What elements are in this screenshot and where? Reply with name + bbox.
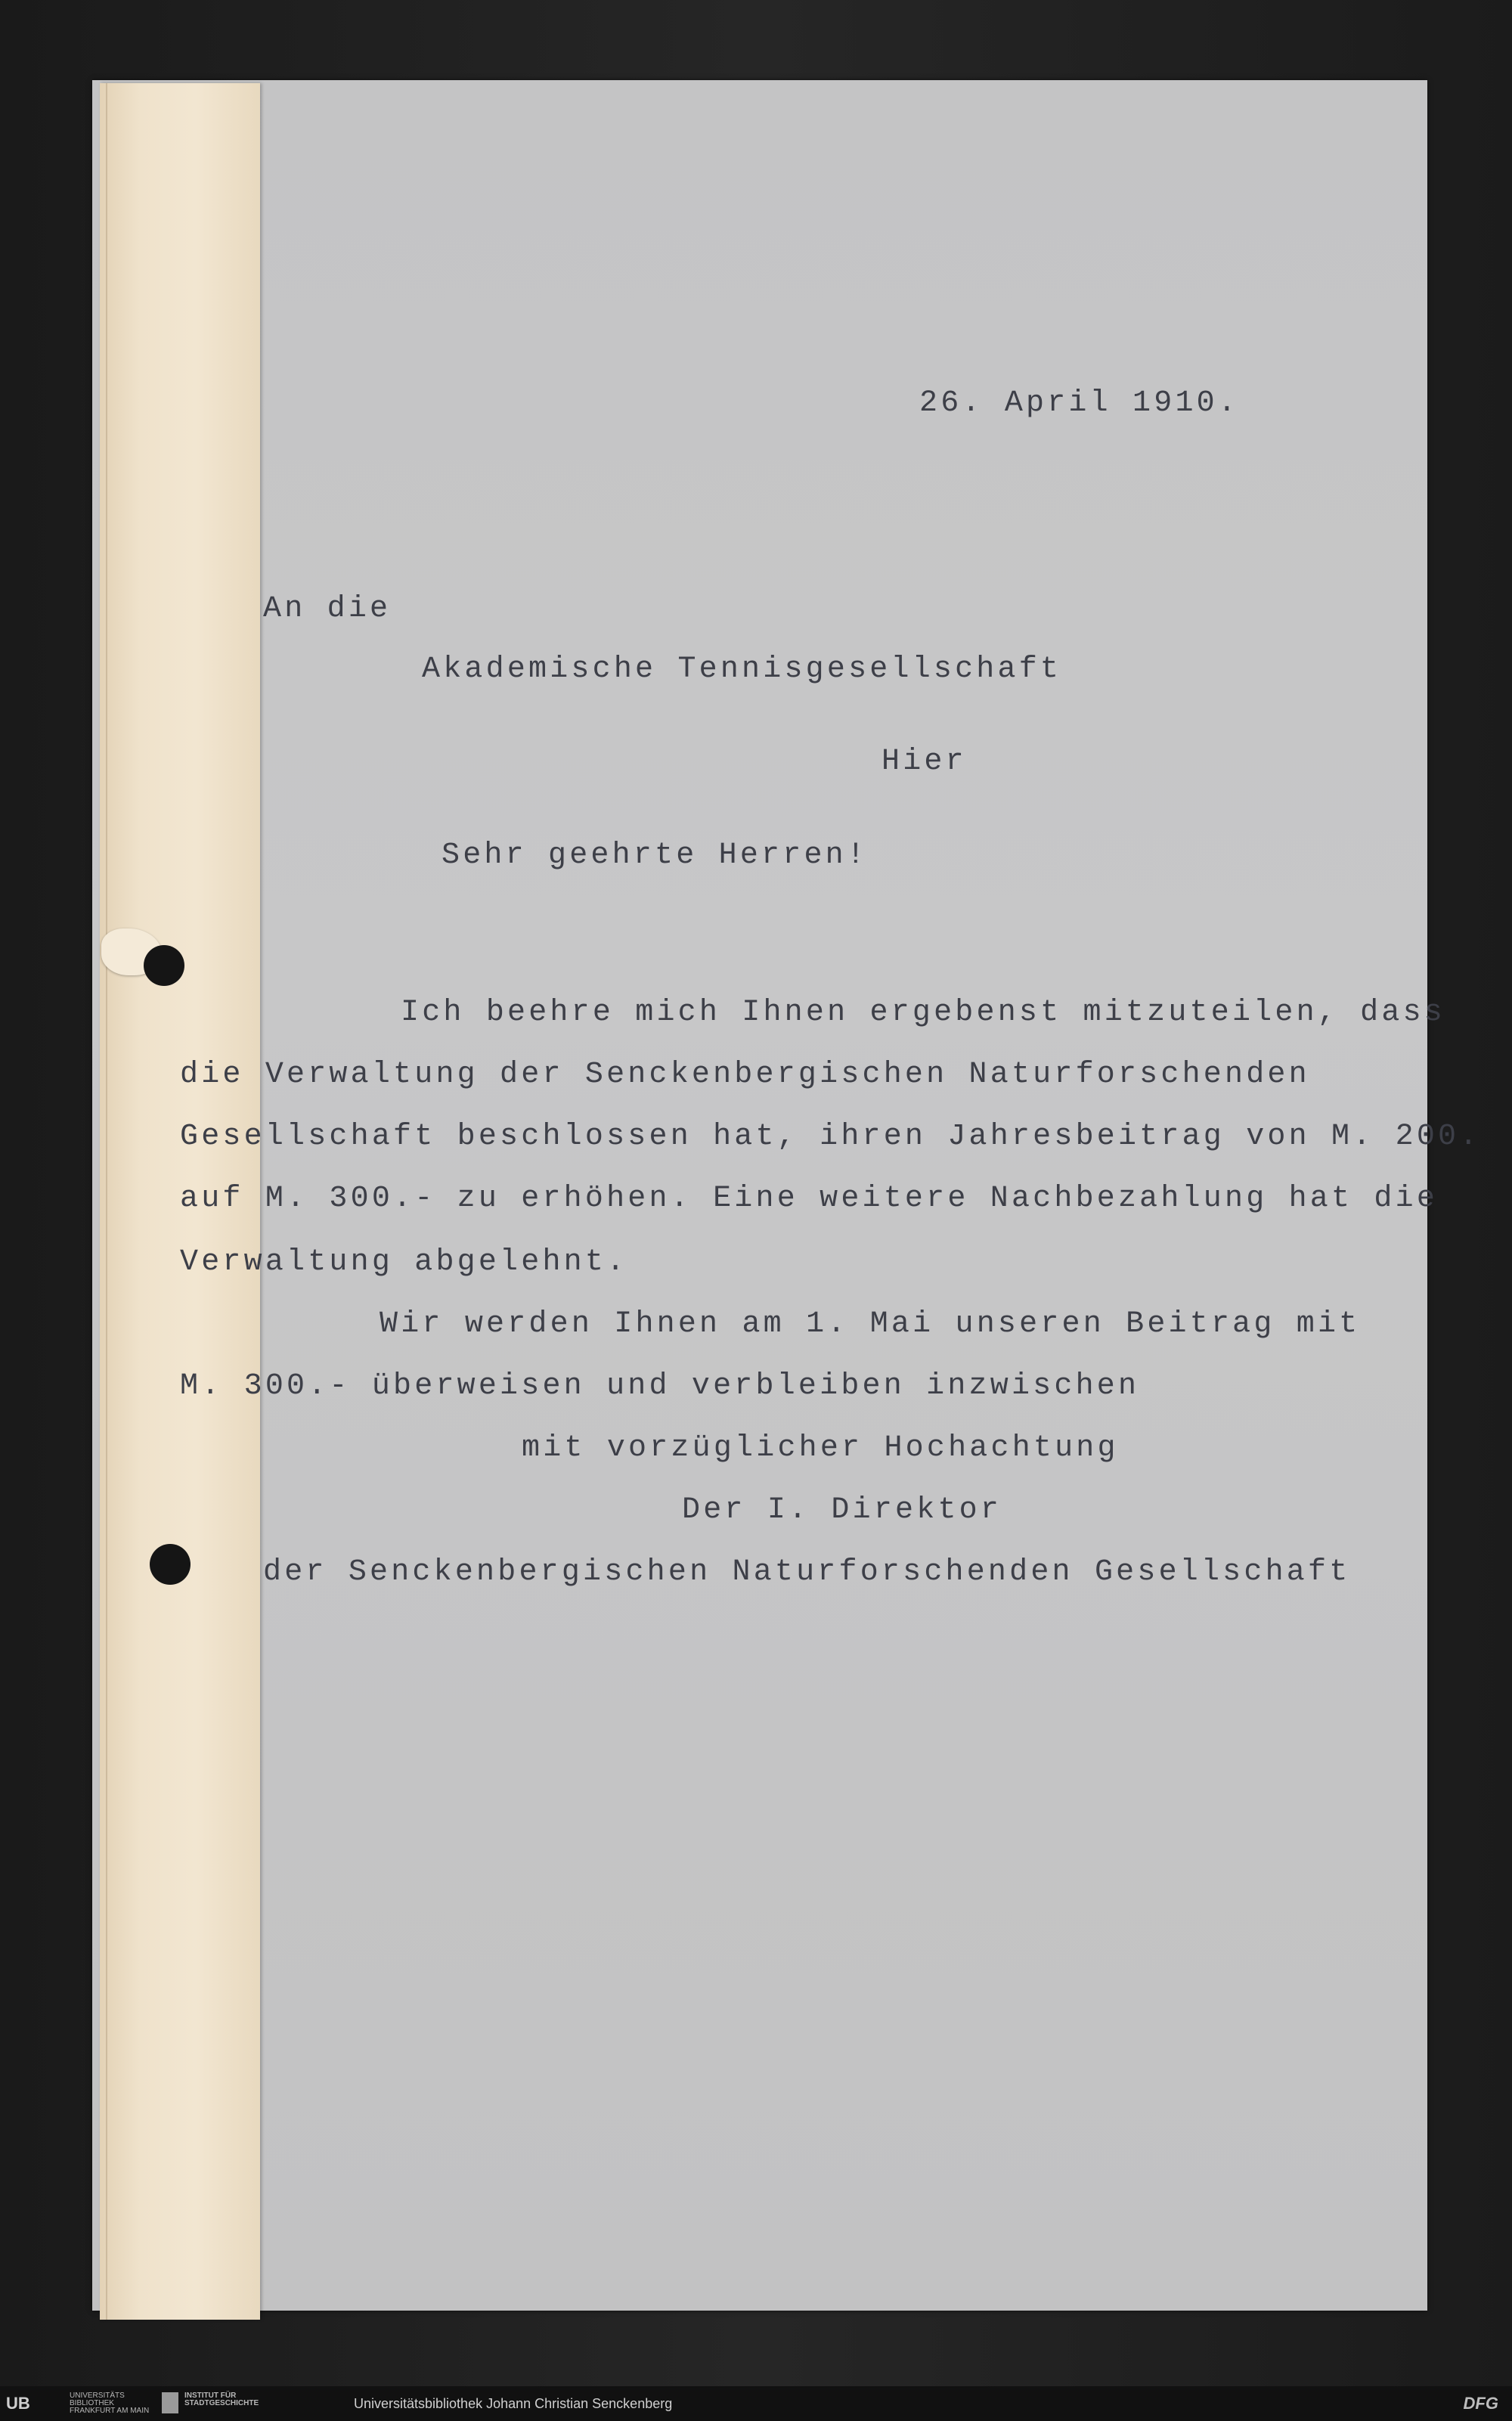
institute-logo-text: INSTITUT FÜR STADTGESCHICHTE bbox=[184, 2392, 259, 2407]
signatory-title: Der I. Direktor bbox=[682, 1493, 1002, 1527]
body-line: M. 300.- überweisen und verbleiben inzwischen bbox=[180, 1369, 1140, 1403]
body-line: Verwaltung abgelehnt. bbox=[180, 1245, 628, 1279]
body-line: Wir werden Ihnen am 1. Mai unseren Beitrag mit bbox=[380, 1307, 1361, 1341]
body-line: die Verwaltung der Senckenbergischen Naturforschenden bbox=[180, 1058, 1310, 1092]
body-line: auf M. 300.- zu erhöhen. Eine weitere Nachbezahlung hat die bbox=[180, 1182, 1439, 1216]
punch-hole bbox=[144, 945, 184, 986]
footer-bar bbox=[0, 2386, 1512, 2421]
closing-line: mit vorzüglicher Hochachtung bbox=[522, 1431, 1119, 1465]
dfg-logo: DFG bbox=[1463, 2394, 1498, 2413]
body-line: Ich beehre mich Ihnen ergebenst mitzuteilen, dass bbox=[401, 996, 1445, 1030]
address-place: Hier bbox=[881, 745, 967, 779]
salutation: Sehr geehrte Herren! bbox=[442, 839, 869, 873]
signatory-organization: der Senckenbergischen Naturforschenden Gesellschaft bbox=[263, 1555, 1351, 1589]
ub-logo: UB bbox=[6, 2394, 30, 2413]
letter-date: 26. April 1910. bbox=[919, 386, 1240, 420]
recipient-name: Akademische Tennisgesellschaft bbox=[422, 653, 1062, 687]
ub-logo-text: UNIVERSITÄTS BIBLIOTHEK FRANKFURT AM MAIN bbox=[70, 2392, 150, 2415]
institute-logo-icon bbox=[162, 2392, 178, 2413]
punch-hole bbox=[150, 1544, 191, 1585]
body-line: Gesellschaft beschlossen hat, ihren Jahresbeitrag von M. 200. bbox=[180, 1120, 1481, 1154]
address-line: An die bbox=[263, 592, 392, 626]
library-credit: Universitätsbibliothek Johann Christian Senckenberg bbox=[354, 2396, 673, 2411]
